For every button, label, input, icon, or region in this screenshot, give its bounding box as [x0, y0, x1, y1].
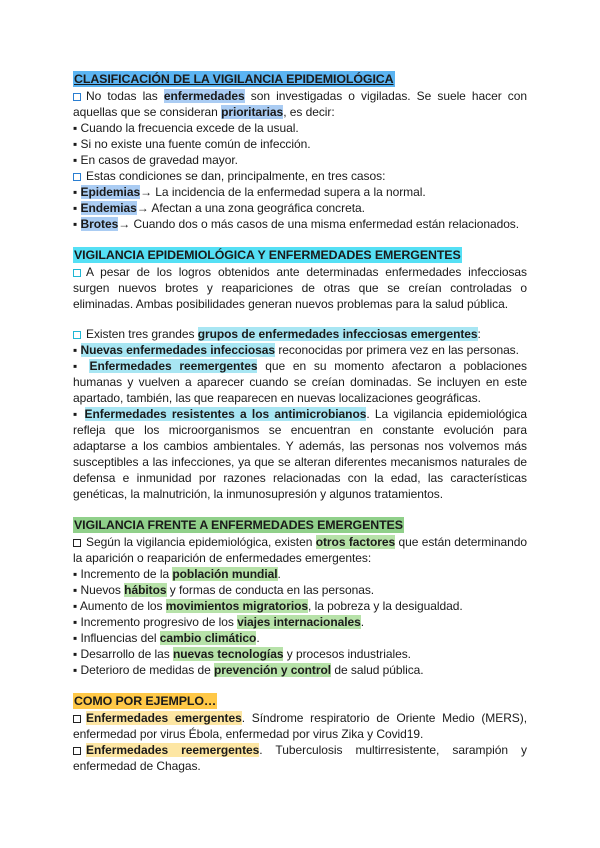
- paragraph: Enfermedades emergentes. Síndrome respiratorio de Oriente Medio (MERS), enfermedad por virus Ébola, enfermedad por virus Zika y Covid19.: [73, 711, 527, 741]
- list-item: ▪ Epidemias→ La incidencia de la enfermedad supera a la normal.: [73, 185, 426, 199]
- paragraph: No todas las enfermedades son investigadas o vigiladas. Se suele hacer con aquellas que se consideran prioritarias, es decir:: [73, 89, 527, 119]
- paragraph: Estas condiciones se dan, principalmente, en tres casos:: [73, 168, 527, 184]
- list-item: ▪ Incremento progresivo de los viajes internacionales.: [73, 615, 365, 629]
- list-item: ▪ Deterioro de medidas de prevención y control de salud pública.: [73, 663, 424, 677]
- checkbox-bullet-icon: [73, 747, 81, 755]
- section-ejemplos: [73, 692, 527, 774]
- paragraph: A pesar de los logros obtenidos ante determinadas enfermedades infecciosas surgen nuevos brotes y reapariciones de otras que se creían controladas o eliminadas. Ambas posibilidades generan nuevos problemas para la salud pública.: [73, 265, 527, 311]
- list-item: ▪ Enfermedades resistentes a los antimicrobianos. La vigilancia epidemiológica refleja que los microorganismos se encuentran en constante evolución para adaptarse a los cambios ambientales. Y además, las personas nos volvemos más susceptibles a las infecciones, ya que se alteran diferentes mecanismos naturales de defensa e inmunidad por razones relacionadas con la edad, las características genéticas, la malnutrición, la inmunosupresión y algunos tratamientos.: [73, 407, 527, 501]
- list-item: ▪ Endemias→ Afectan a una zona geográfica concreta.: [73, 201, 365, 215]
- list-item: ▪ Nuevas enfermedades infecciosas reconocidas por primera vez en las personas.: [73, 343, 519, 357]
- section-vigilancia-frente: [73, 516, 527, 678]
- checkbox-bullet-icon: [73, 715, 81, 723]
- checkbox-bullet-icon: [73, 331, 81, 339]
- list-item: ▪ Si no existe una fuente común de infección.: [73, 137, 311, 151]
- section-title: VIGILANCIA FRENTE A ENFERMEDADES EMERGENTES: [74, 518, 403, 532]
- list-item: ▪ Brotes→ Cuando dos o más casos de una misma enfermedad están relacionados.: [73, 217, 520, 231]
- section-title: COMO POR EJEMPLO…: [74, 694, 217, 708]
- checkbox-bullet-icon: [73, 93, 81, 101]
- paragraph: Enfermedades reemergentes. Tuberculosis multirresistente, sarampión y enfermedad de Chagas.: [73, 743, 527, 773]
- section-clasificacion: [73, 70, 527, 232]
- section-title: CLASIFICACIÓN DE LA VIGILANCIA EPIDEMIOLÓGICA: [74, 72, 394, 86]
- list-item: ▪ Nuevos hábitos y formas de conducta en las personas.: [73, 583, 375, 597]
- list-item: ▪ Influencias del cambio climático.: [73, 631, 260, 645]
- checkbox-bullet-icon: [73, 269, 81, 277]
- list-item: ▪ Enfermedades reemergentes que en su momento afectaron a poblaciones humanas y vuelven a aparecer cuando se creían dominadas. Se incluyen en este apartado, también, las que reaparecen en nuevas localizaciones geográficas.: [73, 359, 527, 405]
- list-item: ▪ En casos de gravedad mayor.: [73, 153, 238, 167]
- list-item: ▪ Cuando la frecuencia excede de la usual.: [73, 121, 299, 135]
- section-title: VIGILANCIA EPIDEMIOLÓGICA Y ENFERMEDADES EMERGENTES: [74, 248, 461, 262]
- checkbox-bullet-icon: [73, 173, 81, 181]
- list-item: ▪ Incremento de la población mundial.: [73, 567, 281, 581]
- checkbox-bullet-icon: [73, 539, 81, 547]
- section-emergentes: [73, 246, 527, 502]
- list-item: ▪ Desarrollo de las nuevas tecnologías y procesos industriales.: [73, 647, 411, 661]
- list-item: ▪ Aumento de los movimientos migratorios, la pobreza y la desigualdad.: [73, 599, 463, 613]
- paragraph: Según la vigilancia epidemiológica, existen otros factores que están determinando la aparición o reaparición de enfermedades emergentes:: [73, 535, 527, 565]
- paragraph: Existen tres grandes grupos de enfermedades infecciosas emergentes:: [73, 326, 527, 342]
